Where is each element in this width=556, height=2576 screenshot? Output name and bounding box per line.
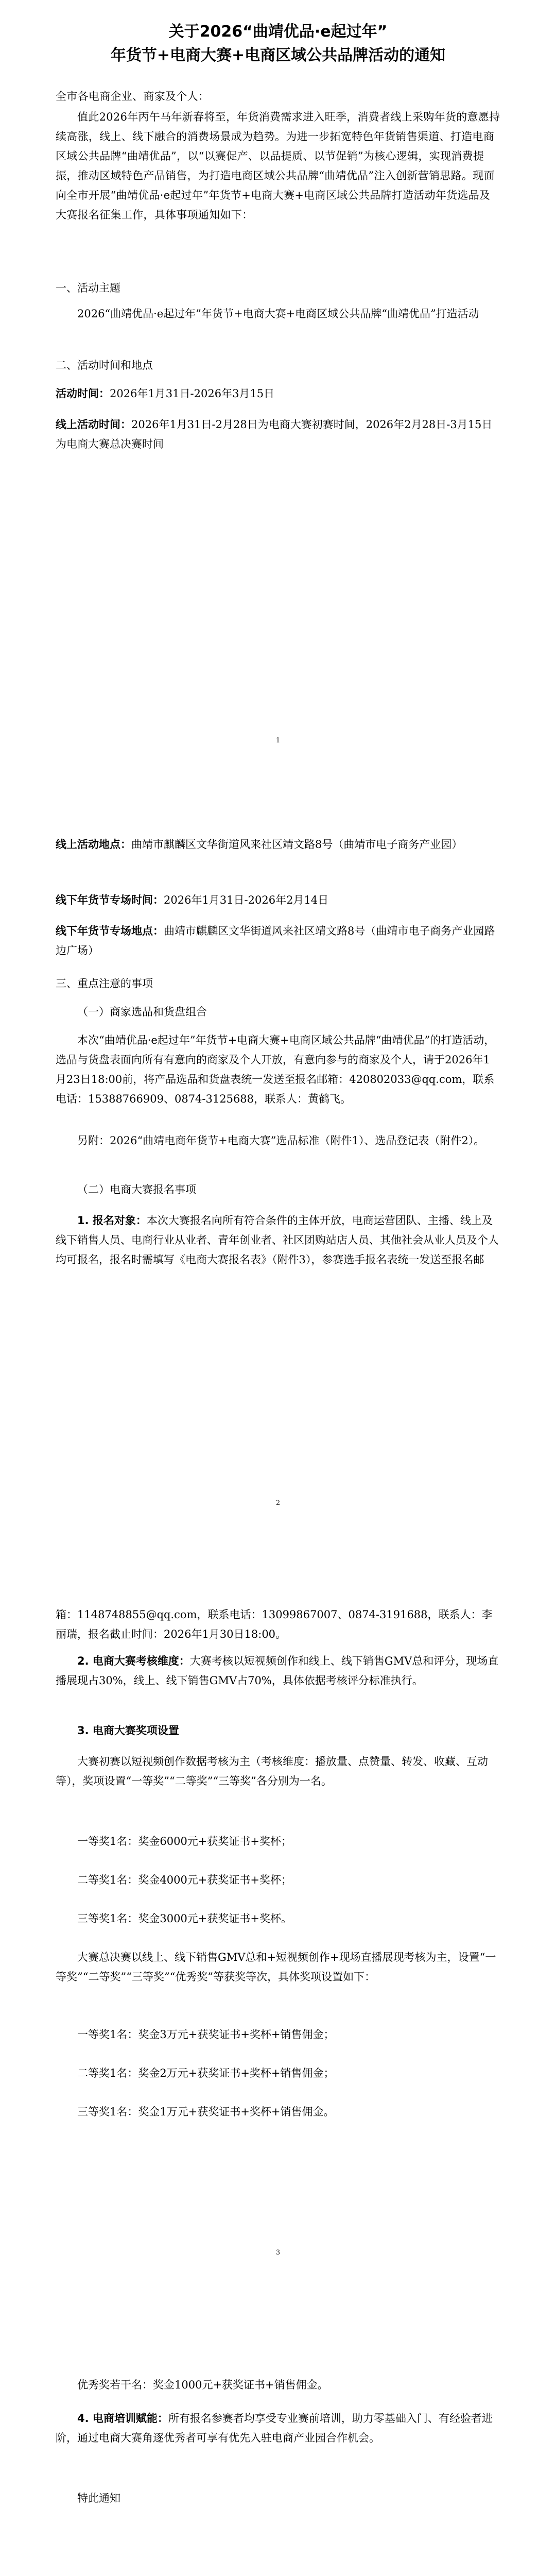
subsection-1-heading: （一）商家选品和货盘组合	[77, 1006, 207, 1018]
criteria	[56, 1651, 500, 1690]
intro-paragraph: 值此2026年丙午马年新春将至，年货消费需求进入旺季，消费者线上采购年货的意愿持续高涨，线上、线下融合的消费场景成为趋势。为进一步拓宽特色年货销售渠道、打造电商区域公共品牌“曲靖优品”，以“以赛促产、以品提质、以节促销”为核心逻辑，实现消费提振，推动区域特色产品销售，为打造电商区域公共品牌“曲靖优品”注入创新营销思路。现面向全市开展“曲靖优品·e起过年”年货节+电商大赛+电商区域公共品牌打造活动年货选品及大赛报名征集工作，具体事项通知如下：	[56, 111, 500, 221]
registration-label: 1. 报名对象：	[77, 1214, 147, 1227]
criteria-label: 2. 电商大赛考核维度：	[77, 1655, 190, 1667]
prelim-third-prize: 三等奖1名：奖金3000元+获奖证书+奖杯。	[77, 1912, 292, 1925]
activity-time-value: 2026年1月31日-2026年3月15日	[110, 387, 275, 400]
final-first-prize: 一等奖1名：奖金3万元+获奖证书+奖杯+销售佣金；	[77, 2028, 335, 2041]
page-4	[0, 2298, 556, 2576]
training	[56, 2409, 500, 2448]
online-place-value: 曲靖市麒麟区文华街道风来社区靖文路8号（曲靖市电子商务产业园）	[131, 838, 463, 851]
final-third-prize: 三等奖1名：奖金1万元+获奖证书+奖杯+销售佣金。	[77, 2106, 335, 2118]
training-body: 所有报名参赛者均享受专业赛前培训，助力零基础入门、有经验者进阶，通过电商大赛角逐优秀者可享有优先入驻电商产业园合作机会。	[56, 2412, 493, 2444]
page-number-3: 3	[275, 2249, 281, 2257]
online-place	[56, 835, 500, 854]
offline-place-value: 曲靖市麒麟区文华街道风来社区靖文路8号（曲靖市电子商务产业园路边广场）	[56, 925, 495, 957]
registration-continued: 箱：1148748855@qq.com，联系电话：13099867007、0874-3191688，联系人：李丽瑞，报名截止时间：2026年1月30日18:00。	[56, 1608, 493, 1640]
subsection-2-heading: （二）电商大赛报名事项	[77, 1183, 196, 1196]
page-2	[0, 757, 556, 1528]
page-number-1: 1	[275, 737, 281, 744]
salutation: 全市各电商企业、商家及个人：	[56, 90, 210, 103]
offline-time	[56, 890, 500, 910]
online-time-value: 2026年1月31日-2月28日为电商大赛初赛时间，2026年2月28日-3月15日为电商大赛总决赛时间	[56, 418, 493, 450]
training-label: 4. 电商培训赋能：	[77, 2412, 168, 2425]
section-2-heading: 二、活动时间和地点	[56, 359, 153, 371]
subsection-1-body: 本次“曲靖优品·e起过年”年货节+电商大赛+电商区域公共品牌“曲靖优品”的打造活动，选品与货盘表面向所有有意向的商家及个人开放，有意向参与的商家及个人，请于2026年1月23日18:00前，将产品选品和货盘表统一发送至报名邮箱：420802033@qq.com，联系电话：15388766909、0874-3125688，联系人：黄鹤飞。	[56, 1034, 495, 1105]
offline-place	[56, 921, 500, 960]
activity-time-label: 活动时间：	[56, 387, 110, 400]
offline-place-label: 线下年货节专场地点：	[56, 925, 164, 937]
registration-target	[56, 1211, 500, 1269]
subsection-1-note: 另附：2026“曲靖电商年货节+电商大赛”选品标准（附件1）、选品登记表（附件2）。	[77, 1134, 485, 1147]
online-time-label: 线上活动时间：	[56, 418, 131, 431]
award-heading: 3. 电商大赛奖项设置	[77, 1724, 179, 1737]
section-3-heading: 三、重点注意的事项	[56, 977, 153, 990]
notice-closing: 特此通知	[77, 2492, 120, 2504]
offline-time-value: 2026年1月31日-2026年2月14日	[164, 894, 329, 906]
section-1-heading: 一、活动主题	[56, 282, 120, 294]
final-intro: 大赛总决赛以线上、线下销售GMV总和+短视频创作+现场直播展现考核为主，设置“一等奖”“二等奖”“三等奖”“优秀奖”等获奖等次，具体奖项设置如下：	[56, 1951, 496, 1983]
doc-title-line2: 年货节+电商大赛+电商区域公共品牌活动的通知	[110, 46, 446, 64]
award-intro: 大赛初赛以短视频创作数据考核为主（考核维度：播放量、点赞量、转发、收藏、互动等），奖项设置“一等奖”“二等奖”“三等奖”各分别为一名。	[56, 1755, 488, 1787]
online-time	[56, 415, 500, 454]
activity-time	[56, 384, 500, 403]
prelim-second-prize: 二等奖1名：奖金4000元+获奖证书+奖杯；	[77, 1874, 292, 1886]
section-1-body: 2026“曲靖优品·e起过年”年货节+电商大赛+电商区域公共品牌“曲靖优品”打造活动	[77, 308, 479, 320]
page-number-2: 2	[275, 1499, 281, 1507]
excellent-prize: 优秀奖若干名：奖金1000元+获奖证书+销售佣金。	[77, 2379, 328, 2391]
registration-body: 本次大赛报名向所有符合条件的主体开放，电商运营团队、主播、线上及线下销售人员、电商行业从业者、青年创业者、社区团购站店人员、其他社会从业人员及个人均可报名，报名时需填写《电商大赛报名表》（附件3），参赛选手报名表统一发送至报名邮	[56, 1214, 499, 1266]
final-second-prize: 二等奖1名：奖金2万元+获奖证书+奖杯+销售佣金；	[77, 2067, 335, 2079]
criteria-body: 大赛考核以短视频创作和线上、线下销售GMV总和评分，现场直播展现占30%，线上、线下销售GMV占70%，具体依据考核评分标准执行。	[56, 1655, 499, 1687]
page-3	[0, 1528, 556, 2298]
page-1	[0, 0, 556, 757]
prelim-first-prize: 一等奖1名：奖金6000元+获奖证书+奖杯；	[77, 1835, 292, 1848]
offline-time-label: 线下年货节专场时间：	[56, 894, 164, 906]
doc-title-line1: 关于2026“曲靖优品·e起过年”	[168, 23, 388, 41]
online-place-label: 线上活动地点：	[56, 838, 131, 851]
